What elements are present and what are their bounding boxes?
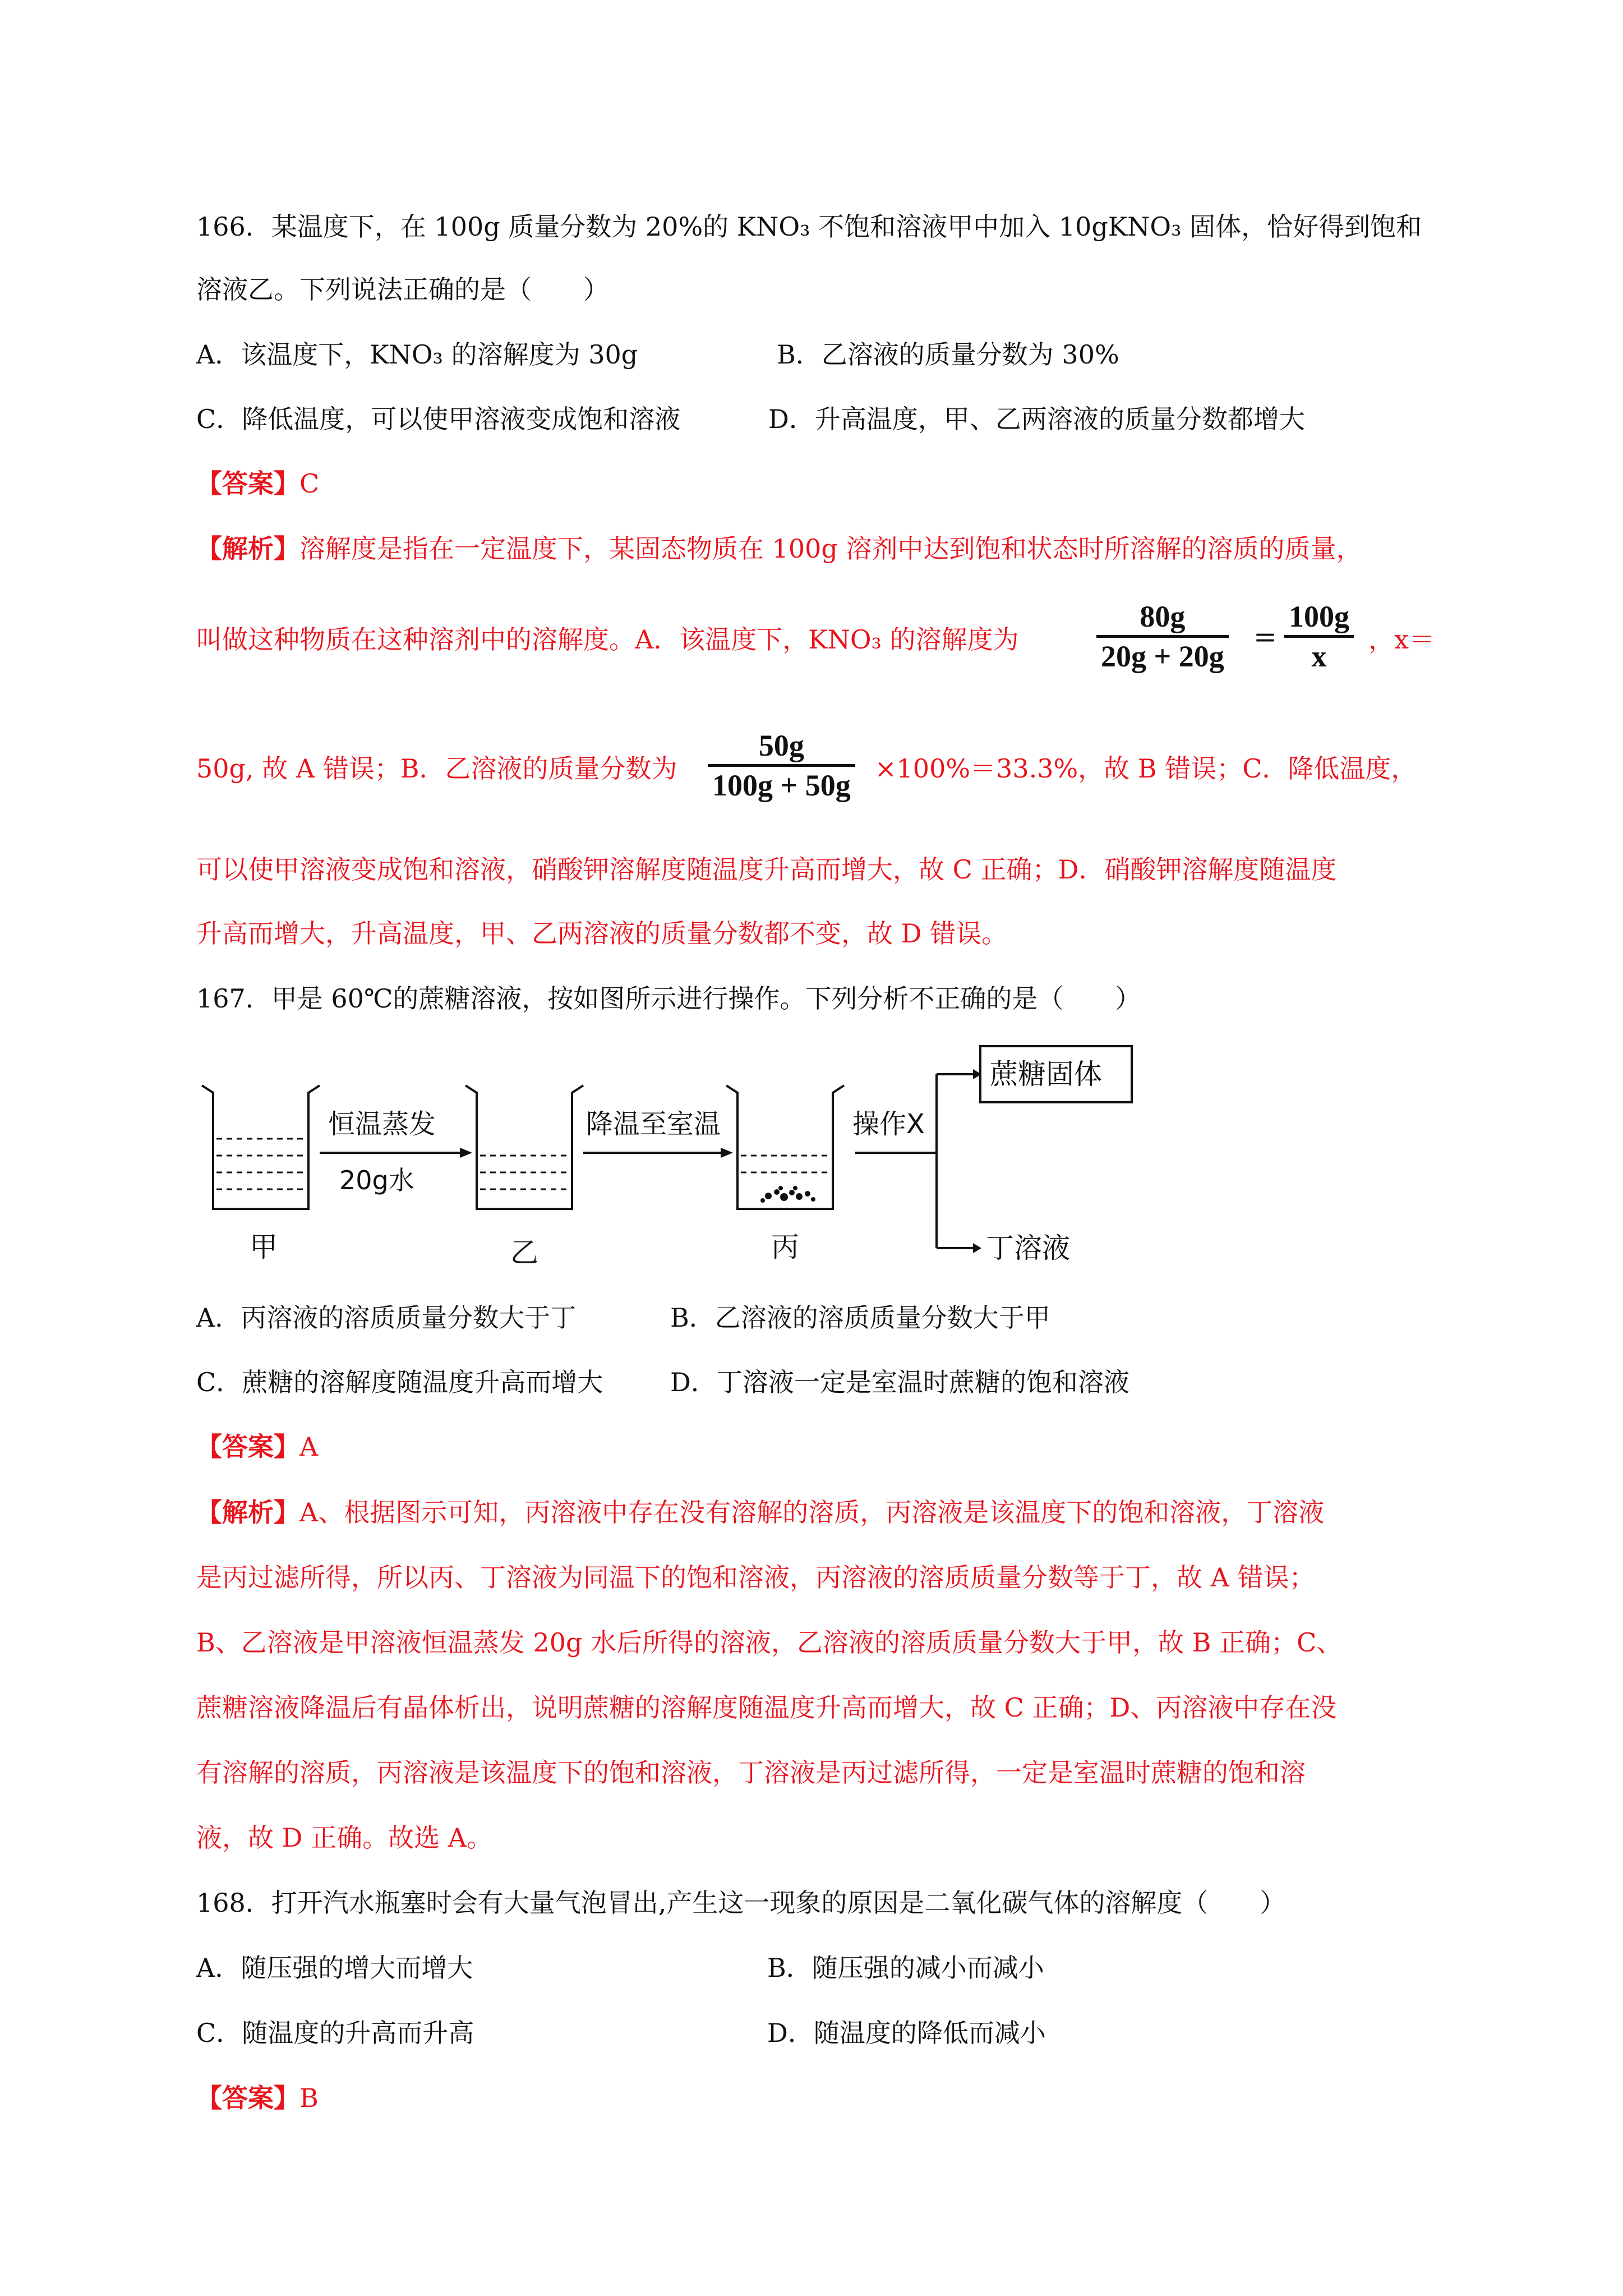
fraction-100g-x: 100g x	[1284, 598, 1354, 675]
q166-stem-line2: 溶液乙。下列说法正确的是（ ）	[196, 274, 609, 305]
q166-answer	[196, 466, 319, 501]
q167-analysis-line4: 蔗糖溶液降温后有晶体析出，说明蔗糖的溶解度随温度升高而增大，故 C 正确；D、丙溶液中存在没	[196, 1692, 1337, 1723]
arrow-head-icon	[460, 1148, 472, 1158]
q168-stem: 168．打开汽水瓶塞时会有大量气泡冒出,产生这一现象的原因是二氧化碳气体的溶解度（ ）	[196, 1888, 1286, 1918]
q166-analysis-line3-tail: ×100%＝33.3%，故 B 错误；C．降低温度，	[875, 753, 1417, 784]
q167-option-b: B．乙溶液的溶质质量分数大于甲	[670, 1303, 1050, 1333]
q166-analysis-line2: 叫做这种物质在这种溶剂中的溶解度。A．该温度下，KNO₃ 的溶解度为	[196, 624, 1019, 655]
fraction-50g: 50g 100g + 50g	[708, 727, 855, 804]
q166-option-c: C．降低温度，可以使甲溶液变成饱和溶液	[196, 404, 681, 434]
q167-option-d: D．丁溶液一定是室温时蔗糖的饱和溶液	[670, 1367, 1129, 1397]
q166-analysis-line3-head: 50g, 故 A 错误；B．乙溶液的质量分数为	[196, 753, 677, 784]
q166-stem-line1: 166．某温度下，在 100g 质量分数为 20%的 KNO₃ 不饱和溶液甲中加入 10gKNO₃ 固体，恰好得到饱和	[196, 211, 1422, 242]
q166-analysis-line4: 可以使甲溶液变成饱和溶液，硝酸钾溶解度随温度升高而增大，故 C 正确；D．硝酸钾溶解度随温度	[196, 854, 1337, 885]
q168-option-b: B．随压强的减小而减小	[767, 1953, 1044, 1983]
step3-label: 操作X	[852, 1108, 925, 1140]
q168-option-c: C．随温度的升高而升高	[196, 2018, 474, 2048]
beaker-jia-icon	[202, 1085, 320, 1209]
arrow-head-icon	[721, 1148, 733, 1158]
q166-analysis-line1: 【解析】溶解度是指在一定温度下，某固态物质在 100g 溶剂中达到饱和状态时所溶解的溶质的质量，	[196, 533, 1362, 564]
q166-option-b: B．乙溶液的质量分数为 30%	[777, 339, 1119, 370]
q167-analysis-line6: 液，故 D 正确。故选 A。	[196, 1823, 492, 1853]
analysis-tag: 【解析】	[196, 533, 299, 564]
q167-analysis-line1: 【解析】A、根据图示可知，丙溶液中存在没有溶解的溶质，丙溶液是该温度下的饱和溶液，丁溶液	[196, 1497, 1325, 1527]
q166-x-equals: ，x＝	[1368, 624, 1435, 655]
crystal-sediment-icon	[760, 1186, 815, 1203]
q167-answer: 【答案】A	[196, 1432, 319, 1462]
q168-option-a: A．随压强的增大而增大	[196, 1953, 473, 1983]
equals-sign: =	[1253, 620, 1277, 653]
q167-option-a: A．丙溶液的溶质质量分数大于丁	[196, 1303, 577, 1333]
output-ding-solution: 丁溶液	[986, 1232, 1070, 1264]
beaker-yi-icon	[465, 1085, 583, 1209]
beaker-label-yi: 乙	[510, 1236, 538, 1269]
q168-option-d: D．随温度的降低而减小	[767, 2018, 1046, 2048]
q168-answer: 【答案】B	[196, 2083, 319, 2113]
beaker-bing-icon	[726, 1085, 844, 1209]
q167-option-c: C．蔗糖的溶解度随温度升高而增大	[196, 1367, 603, 1397]
q167-analysis-line5: 有溶解的溶质，丙溶液是该温度下的饱和溶液，丁溶液是丙过滤所得，一定是室温时蔗糖的饱和溶	[196, 1757, 1306, 1788]
fraction-80g: 80g 20g + 20g	[1096, 598, 1229, 675]
output-sugar-solid: 蔗糖固体	[990, 1058, 1102, 1091]
q167-stem: 167．甲是 60℃的蔗糖溶液，按如图所示进行操作。下列分析不正确的是（ ）	[196, 983, 1141, 1014]
q166-option-a: A．该温度下，KNO₃ 的溶解度为 30g	[196, 339, 638, 370]
q167-process-diagram	[196, 1021, 1150, 1273]
q166-option-d: D．升高温度，甲、乙两溶液的质量分数都增大	[768, 404, 1305, 434]
answer-tag: 【答案】	[196, 468, 299, 499]
q166-analysis-line5: 升高而增大，升高温度，甲、乙两溶液的质量分数都不变，故 D 错误。	[196, 918, 1008, 949]
q167-analysis-line3: B、乙溶液是甲溶液恒温蒸发 20g 水后所得的溶液，乙溶液的溶质质量分数大于甲，故 B 正确；C、	[196, 1627, 1343, 1658]
beaker-label-bing: 丙	[771, 1231, 799, 1263]
q167-analysis-line2: 是丙过滤所得，所以丙、丁溶液为同温下的饱和溶液，丙溶液的溶质质量分数等于丁，故 A 错误；	[196, 1562, 1315, 1593]
step2-label: 降温至室温	[586, 1108, 721, 1140]
step1-label-bottom: 20g水	[339, 1165, 414, 1195]
arrow-head-icon	[973, 1243, 981, 1253]
beaker-label-jia: 甲	[250, 1231, 278, 1263]
answer-value: C	[299, 468, 320, 499]
step1-label-top: 恒温蒸发	[328, 1108, 436, 1140]
